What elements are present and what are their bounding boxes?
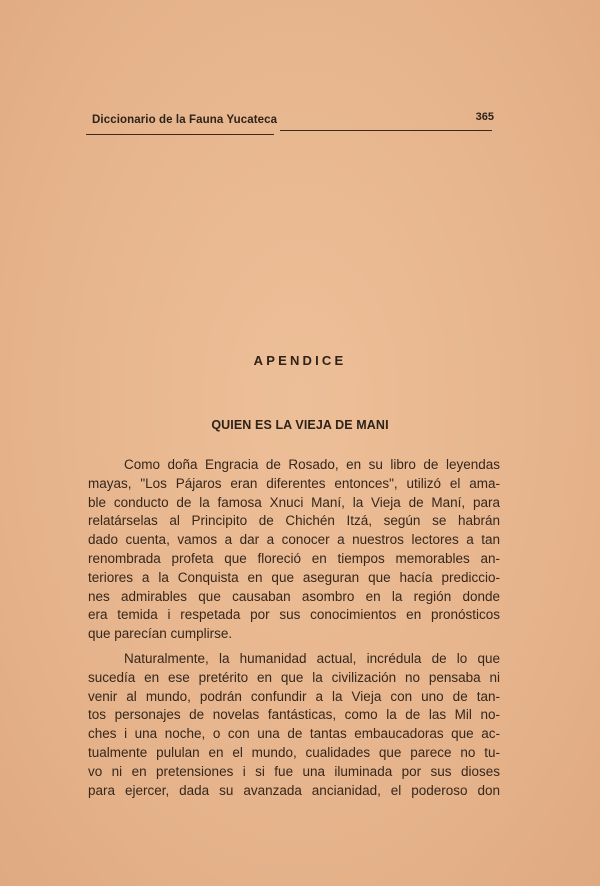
paragraph-line: nes admirables que causaban asombro en la región donde [88,588,500,604]
paragraph-line: tos personajes de novelas fantásticas, como la de las Mil no- [88,707,500,723]
section-title: APENDICE [253,353,347,368]
paragraph-line: teriores a la Conquista en que aseguran que hacía prediccio- [88,569,500,585]
paragraph-line: vo ni en pretensiones i si fue una iluminada por sus dioses [88,763,500,779]
paragraph-line: renombrada profeta que floreció en tiempos memorables an- [88,550,500,566]
paragraph-line: ches i una noche, o con una de tantas embaucadoras que ac- [88,726,500,742]
paragraph-line: mayas, "Los Pájaros eran diferentes entonces", utilizó el ama- [88,475,500,491]
paragraph-line: Como doña Engracia de Rosado, en su libro de leyendas [124,457,500,472]
paragraph-line: tualmente pululan en el mundo, cualidades que parece no tu- [88,744,500,760]
paragraph-2 [88,650,500,800]
paragraph-line: era temida i respetada por sus conocimientos en pronósticos [88,607,500,623]
paragraph-line: sucedía en ese pretérito en que la civilización no pensaba ni [88,669,500,685]
paragraph-line: dado cuenta, vamos a dar a conocer a nuestros lectores a tan [88,532,500,548]
paragraph-line: ble conducto de la famosa Xnuci Maní, la Vieja de Maní, para [88,494,500,510]
paragraph-line: venir al mundo, podrán confundir a la Vieja con uno de tan- [88,688,500,704]
paragraph-line: para ejercer, dada su avanzada ancianidad, el poderoso don [88,782,500,798]
paragraph-line: Naturalmente, la humanidad actual, incrédula de lo que [124,651,500,666]
paragraph-line: que parecían cumplirse. [88,626,233,642]
running-head [92,111,494,135]
paragraph-1 [88,456,500,644]
header-rule-left [86,134,274,135]
paragraph-line: relatárselas al Principito de Chichén Itzá, según se habrán [88,513,500,529]
running-title: Diccionario de la Fauna Yucateca [92,114,278,126]
chapter-title: QUIEN ES LA VIEJA DE MANI [211,418,389,432]
page-number: 365 [475,111,494,123]
header-rule-right [280,130,492,131]
